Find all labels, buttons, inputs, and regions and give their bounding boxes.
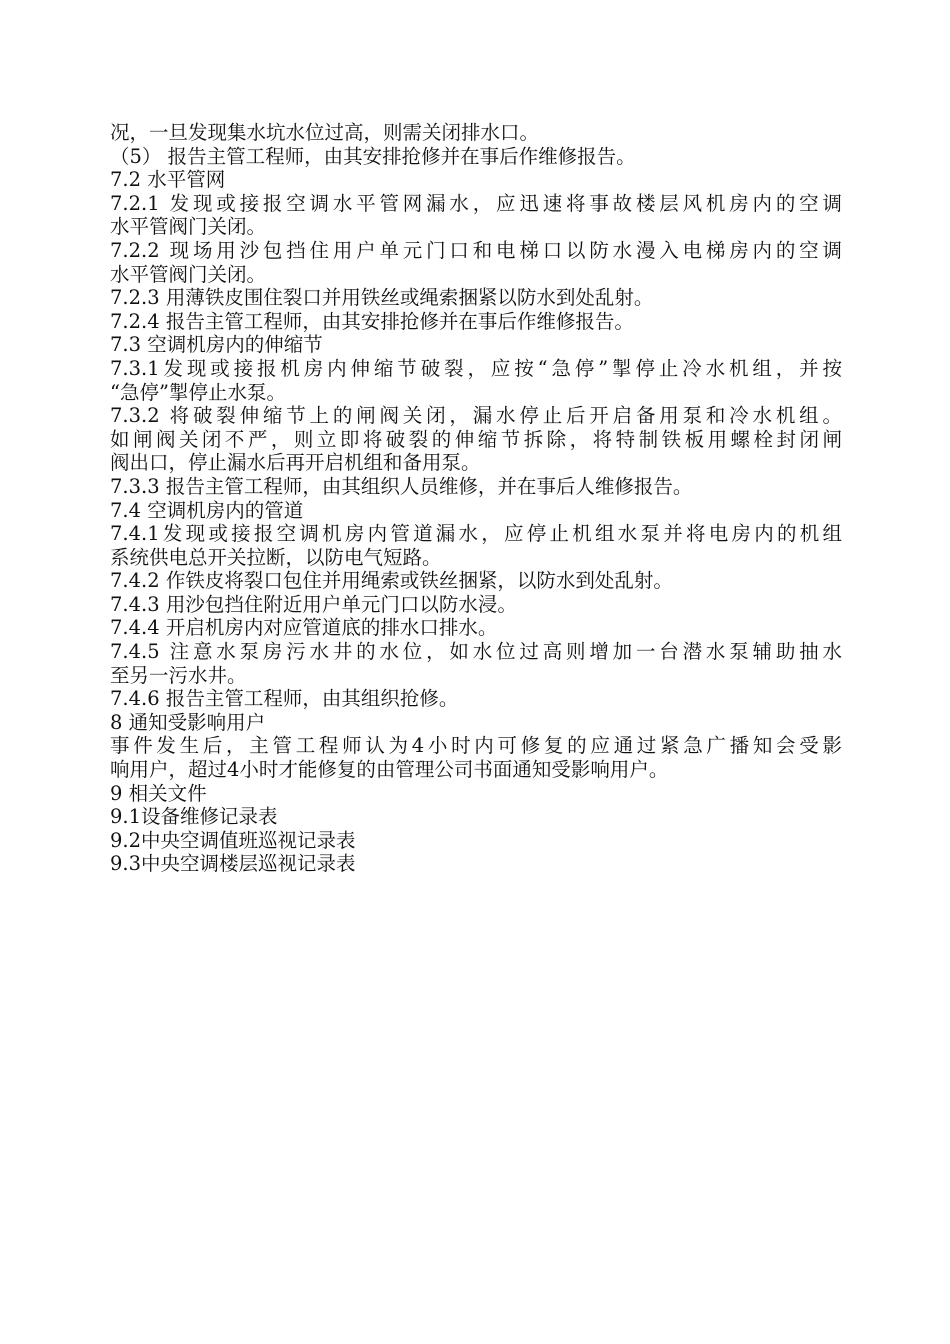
text-line: 7.2.2 现场用沙包挡住用户单元门口和电梯口以防水漫入电梯房内的空调	[110, 238, 842, 262]
text-line: 7.3.3 报告主管工程师，由其组织人员维修，并在事后人维修报告。	[110, 474, 693, 498]
text-line: 水平管阀门关闭。	[110, 262, 267, 286]
text-line: 况，一旦发现集水坑水位过高，则需关闭排水口。	[110, 121, 540, 144]
text-line: “急停”掣停止水泵。	[110, 380, 286, 404]
text-line: （5） 报告主管工程师，由其安排抢修并在事后作维修报告。	[110, 144, 636, 168]
text-line: 7.2.1 发现或接报空调水平管网漏水，应迅速将事故楼层风机房内的空调	[110, 191, 842, 215]
text-line: 7.4.2 作铁皮将裂口包住并用绳索或铁丝捆紧，以防水到处乱射。	[110, 569, 673, 593]
text-line: 响用户，超过4小时才能修复的由管理公司书面通知受影响用户。	[110, 758, 669, 782]
text-line: 8 通知受影响用户	[110, 710, 266, 734]
text-line: 水平管阀门关闭。	[110, 215, 267, 239]
text-line: 9.3中央空调楼层巡视记录表	[110, 852, 356, 876]
text-line: 7.4.1发现或接报空调机房内管道漏水，应停止机组水泵并将电房内的机组	[110, 522, 842, 546]
text-line: 7.4.5 注意水泵房污水井的水位，如水位过高则增加一台潜水泵辅助抽水	[110, 640, 842, 664]
text-line: 9 相关文件	[110, 781, 207, 805]
text-line: 如闸阀关闭不严，则立即将破裂的伸缩节拆除，将特制铁板用螺栓封闭闸	[110, 427, 842, 451]
text-line: 7.2 水平管网	[110, 168, 226, 192]
text-line: 9.1设备维修记录表	[110, 805, 278, 829]
text-line: 7.2.4 报告主管工程师，由其安排抢修并在事后作维修报告。	[110, 309, 634, 333]
text-line: 7.4.3 用沙包挡住附近用户单元门口以防水浸。	[110, 592, 517, 616]
text-line: 7.4.4 开启机房内对应管道底的排水口排水。	[110, 616, 498, 640]
text-line: 至另一污水井。	[110, 663, 247, 687]
document-body	[110, 121, 842, 876]
text-line: 7.3 空调机房内的伸缩节	[110, 333, 323, 357]
text-line: 阀出口，停止漏水后再开启机组和备用泵。	[110, 451, 481, 475]
text-line: 7.3.1发现或接报机房内伸缩节破裂，应按“急停”掣停止冷水机组，并按	[110, 356, 842, 380]
text-line: 事件发生后，主管工程师认为4小时内可修复的应通过紧急广播知会受影	[110, 734, 842, 758]
text-line: 系统供电总开关拉断，以防电气短路。	[110, 545, 442, 569]
text-line: 9.2中央空调值班巡视记录表	[110, 828, 356, 852]
text-line: 7.3.2 将破裂伸缩节上的闸阀关闭，漏水停止后开启备用泵和冷水机组。	[110, 404, 842, 428]
text-line: 7.4 空调机房内的管道	[110, 498, 304, 522]
text-line: 7.2.3 用薄铁皮围住裂口并用铁丝或绳索捆紧以防水到处乱射。	[110, 286, 654, 310]
text-line: 7.4.6 报告主管工程师，由其组织抢修。	[110, 687, 459, 711]
